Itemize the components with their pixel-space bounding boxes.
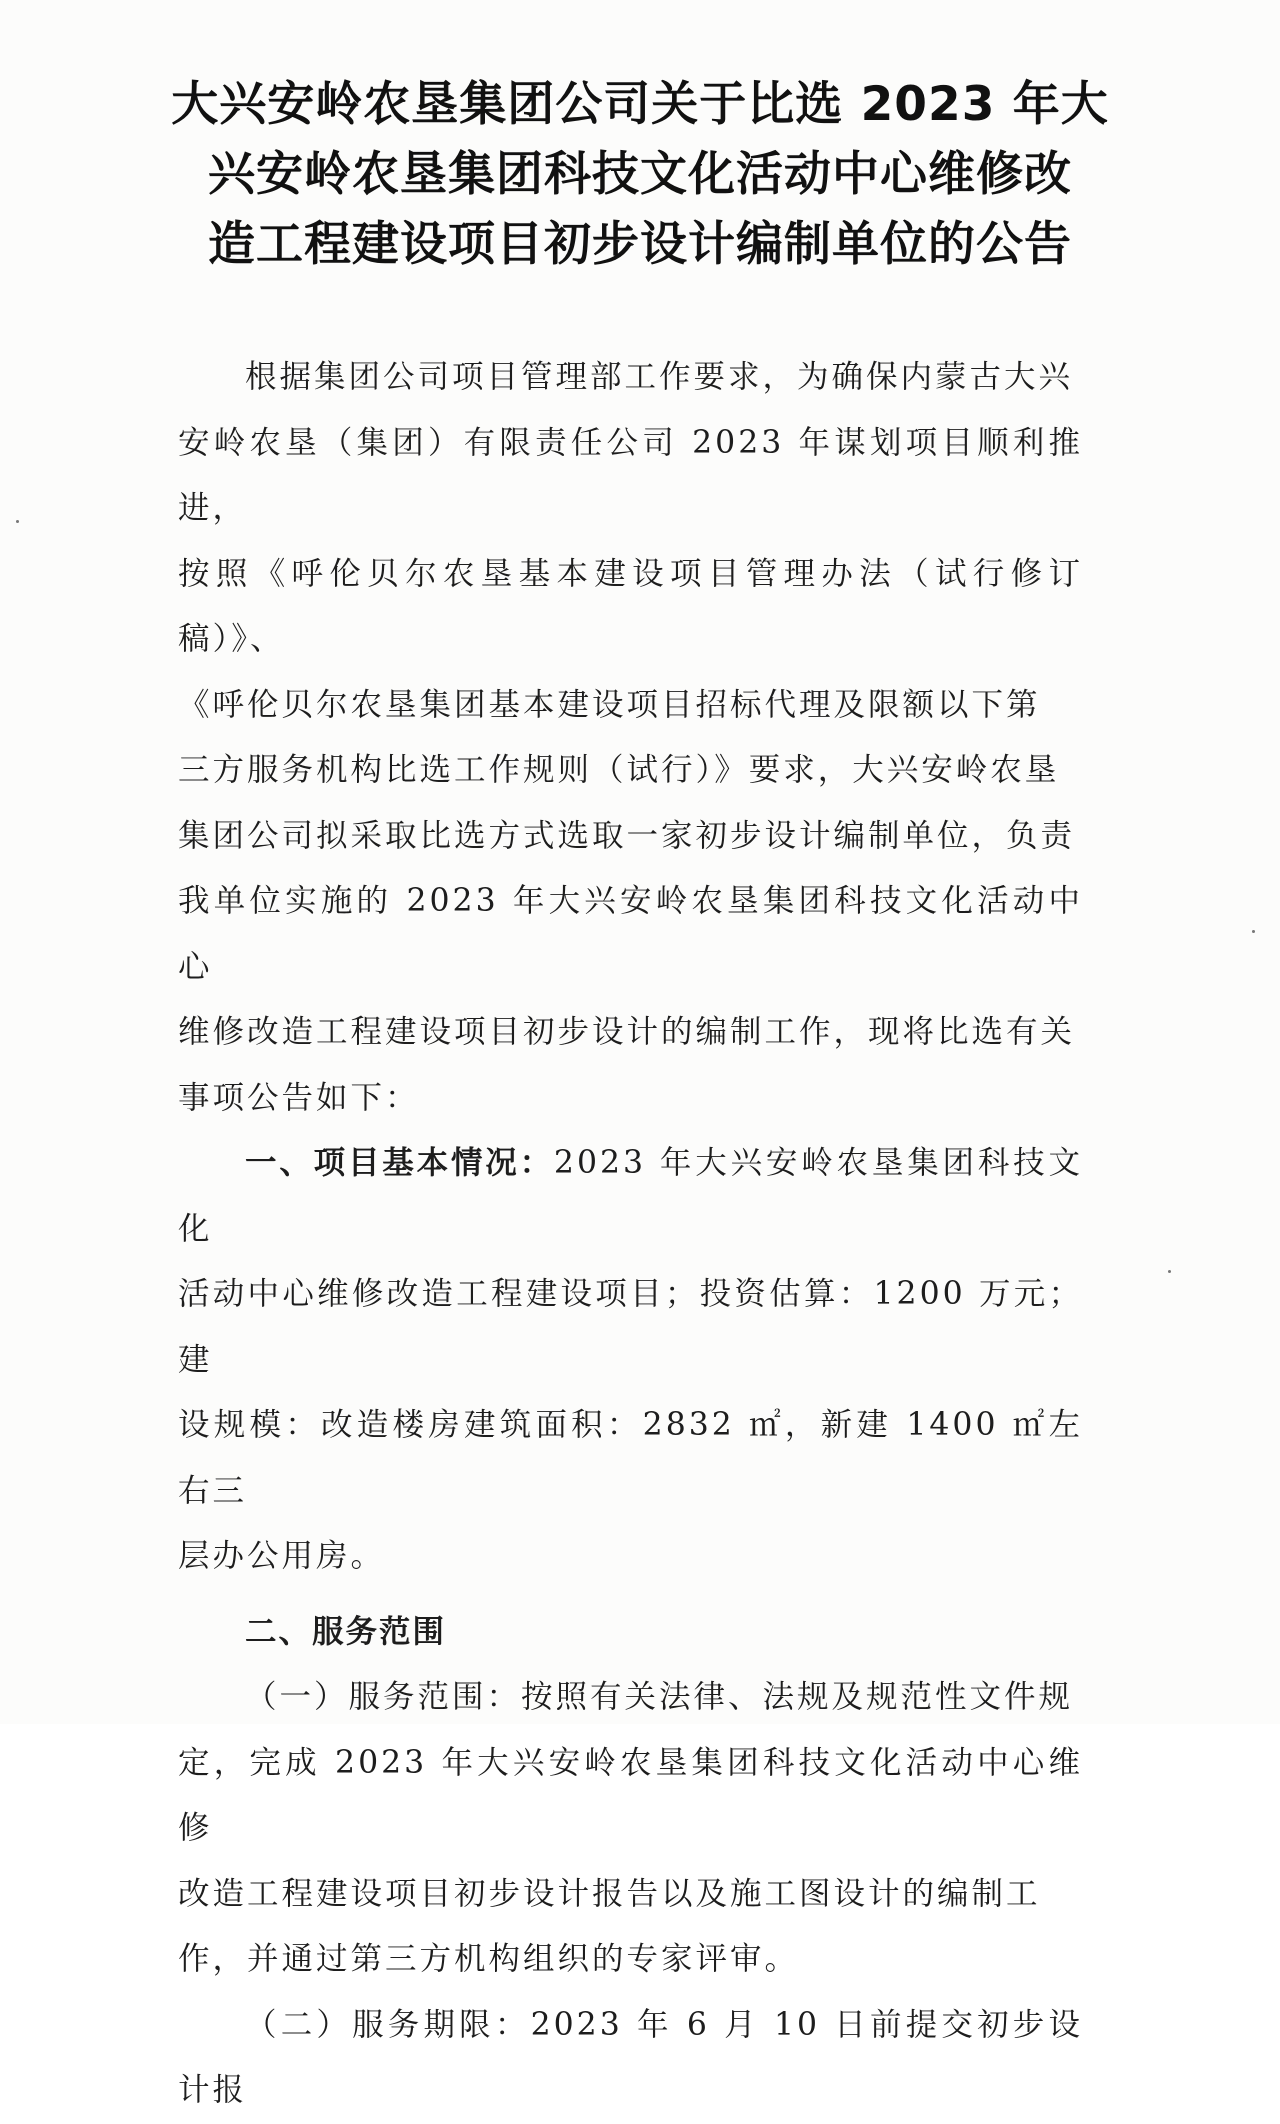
section1-first-line-text: 2023 年大兴安岭农垦集团科技文化 [178,1145,1083,1247]
section2-sub1-line: 定，完成 2023 年大兴安岭农垦集团科技文化活动中心维修 [178,1744,1083,1846]
section1-heading: 一、项目基本情况： [245,1145,554,1181]
title-line: 大兴安岭农垦集团公司关于比选 2023 年大 [171,77,1109,132]
section2-heading-line [178,1600,1083,1666]
section2-sub2-line: （二）服务期限：2023 年 6 月 10 日前提交初步设计报 [178,2006,1083,2108]
scan-speck [1168,1270,1171,1273]
scan-speck [1252,930,1255,933]
title-line: 兴安岭农垦集团科技文化活动中心维修改 [208,147,1072,202]
section1-line: 设规模：改造楼房建筑面积：2832 ㎡，新建 1400 ㎡左右三 [178,1407,1083,1509]
section1-line: 层办公用房。 [178,1538,386,1574]
intro-line: 我单位实施的 2023 年大兴安岭农垦集团科技文化活动中心 [178,883,1083,985]
intro-line: 事项公告如下： [178,1079,420,1116]
section2-sub1-line: 作，并通过第三方机构组织的专家评审。 [178,1941,800,1977]
intro-line: 集团公司拟采取比选方式选取一家初步设计编制单位，负责 [178,817,1076,854]
title-line: 造工程建设项目初步设计编制单位的公告 [208,217,1072,272]
scan-speck [16,520,19,523]
section1-line: 活动中心维修改造工程建设项目；投资估算：1200 万元；建 [178,1276,1083,1378]
intro-line: 《呼伦贝尔农垦集团基本建设项目招标代理及限额以下第 [178,686,1041,723]
intro-line: 三方服务机构比选工作规则（试行）》要求，大兴安岭农垦 [178,752,1060,788]
intro-line: 安岭农垦（集团）有限责任公司 2023 年谋划项目顺利推进， [178,424,1083,526]
section2-heading: 二、服务范围 [245,1613,447,1650]
document-title [150,70,1130,280]
intro-line: 按照《呼伦贝尔农垦基本建设项目管理办法（试行修订稿）》、 [178,555,1083,657]
intro-line: 根据集团公司项目管理部工作要求，为确保内蒙古大兴 [245,359,1074,395]
section2-sub1-line: （一）服务范围：按照有关法律、法规及规范性文件规 [245,1679,1074,1715]
section1-first-line [178,1131,1083,1262]
section2-sub1-line: 改造工程建设项目初步设计报告以及施工图设计的编制工 [178,1875,1041,1912]
document-body [178,345,1083,2124]
intro-line: 维修改造工程建设项目初步设计的编制工作，现将比选有关 [178,1014,1076,1050]
